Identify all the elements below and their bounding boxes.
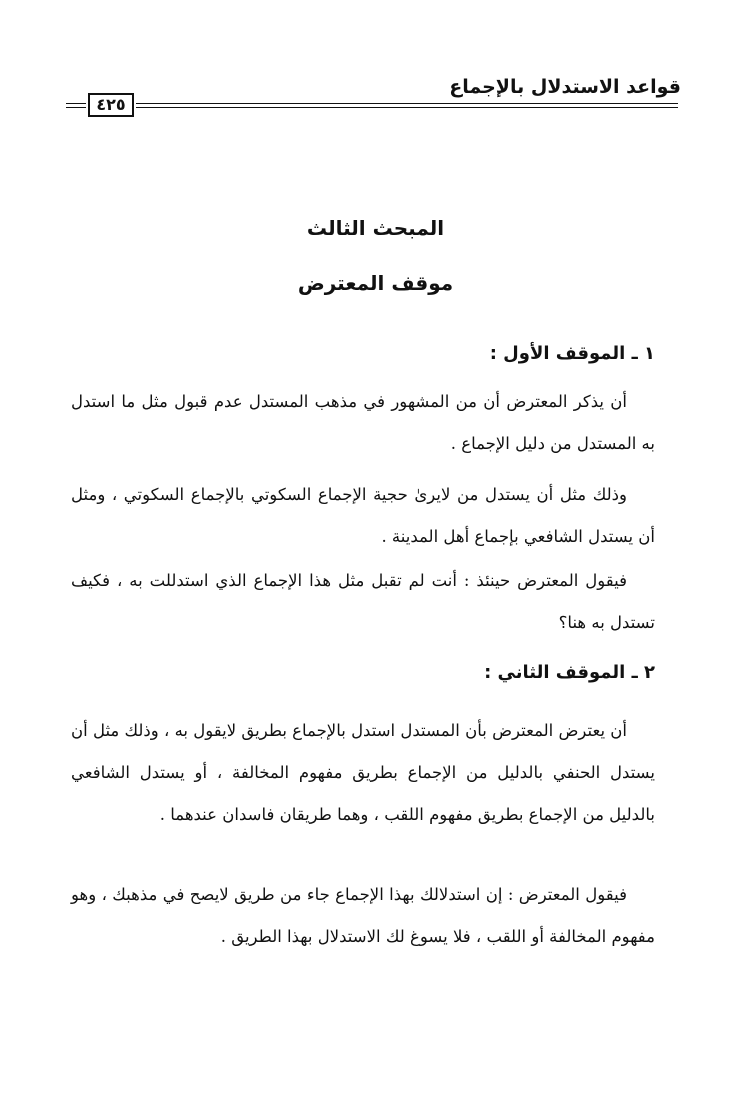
position-2-heading: ٢ ـ الموقف الثاني : xyxy=(484,662,655,683)
position-2-paragraph-2: فيقول المعترض : إن استدلالك بهذا الإجماع جاء من طريق لايصح في مذهبك ، وهو مفهوم المخالفة أو اللقب ، فلا يسوغ لك الاستدلال بهذا الطريق . xyxy=(71,885,655,946)
position-2-paragraph-1: أن يعترض المعترض بأن المستدل استدل بالإجماع بطريق لايقول به ، وذلك مثل أن يستدل الحنفي بالدليل من الإجماع بطريق مفهوم المخالفة ، أو يستدل الشافعي بالدليل من الإجماع بطريق مفهوم اللقب ، وهما طريقان فاسدان عندهما . xyxy=(71,721,655,824)
header-rule-main-segment xyxy=(136,103,678,108)
position-1-heading: ١ ـ الموقف الأول : xyxy=(489,343,655,364)
running-title: قواعد الاستدلال بالإجماع xyxy=(449,76,681,98)
header-rule xyxy=(66,100,678,113)
position-1-paragraph-1: أن يذكر المعترض أن من المشهور في مذهب المستدل عدم قبول مثل ما استدل به المستدل من دليل الإجماع . xyxy=(71,392,655,453)
position-1-paragraph-3: فيقول المعترض حينئذ : أنت لم تقبل مثل هذا الإجماع الذي استدللت به ، فكيف تستدل به هنا؟ xyxy=(71,571,655,632)
position-1-paragraph-2: وذلك مثل أن يستدل من لايرىٰ حجية الإجماع السكوتي بالإجماع السكوتي ، ومثل أن يستدل الشافعي بإجماع أهل المدينة . xyxy=(71,485,655,546)
section-label: المبحث الثالث xyxy=(306,216,445,240)
section-title: موقف المعترض xyxy=(297,271,454,295)
header-rule-left-segment xyxy=(66,103,86,108)
page-number: ٤٢٥ xyxy=(88,93,134,117)
